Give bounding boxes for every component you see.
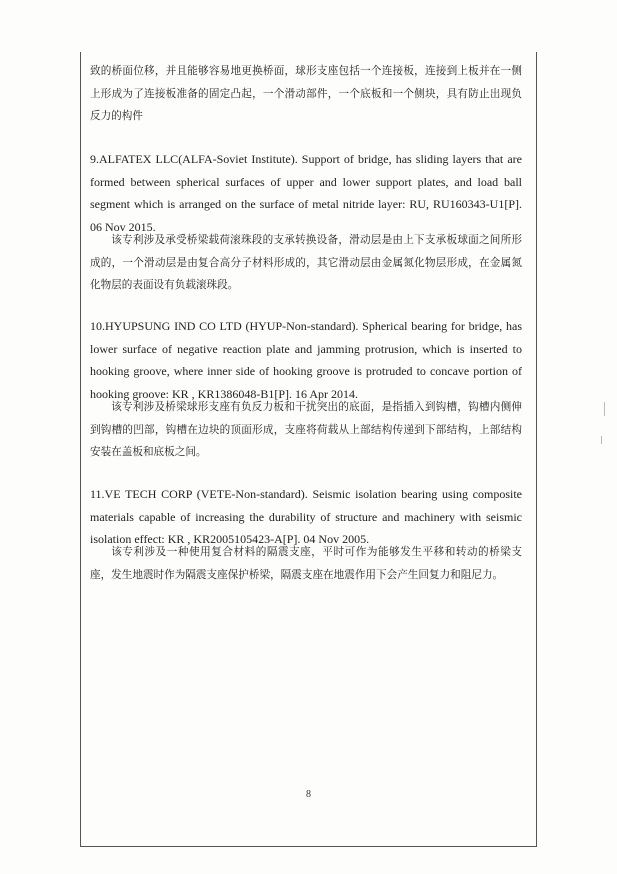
entry-11-english: 11.VE TECH CORP (VETE-Non-standard). Seismic isolation bearing using composite materials capable of increasing the durability of structure and machinery with seismic isolation effect: KR , KR2005105423-A[P]. 04 Nov 2005. — [90, 487, 522, 546]
entry-11-chinese: 该专利涉及一种使用复合材料的隔震支座，平时可作为能够发生平移和转动的桥梁支座，发生地震时作为隔震支座保护桥梁，隔震支座在地震作用下会产生回复力和阻尼力。 — [90, 546, 522, 581]
scan-artifact-mark — [601, 436, 602, 444]
entry-10-english: 10.HYUPSUNG IND CO LTD (HYUP-Non-standard). Spherical bearing for bridge, has lower surface of negative reaction plate and jamming protrusion, which is inserted to hooking groove, where inner side of hooking groove is protruded to concave portion of hooking groove: KR , KR1386048-B1[P]. 16 Apr 2014. — [90, 319, 522, 401]
scan-artifact-mark — [604, 402, 605, 416]
entry-9-chinese: 该专利涉及承受桥梁载荷滚珠段的支承转换设备，滑动层是由上下支承板球面之间所形成的，一个滑动层是由复合高分子材料形成的，其它滑动层由金属氮化物层形成，在金属氮化物层的表面设有负载滚珠段。 — [90, 234, 522, 291]
entry-9-english: 9.ALFATEX LLC(ALFA-Soviet Institute). Support of bridge, has sliding layers that are formed between spherical surfaces of upper and lower support plates, and load ball segment which is arranged on the surface of metal nitride layer: RU, RU160343-U1[P]. 06 Nov 2015. — [90, 152, 522, 234]
entry-10-chinese: 该专利涉及桥梁球形支座有负反力板和干扰突出的底面，是指插入到钩槽，钩槽内侧伸到钩槽的凹部，钩槽在边块的顶面形成，支座将荷载从上部结构传递到下部结构，上部结构安装在盖板和底板之间。 — [90, 401, 522, 458]
page-number: 8 — [306, 789, 311, 800]
continuation-paragraph: 致的桥面位移，并且能够容易地更换桥面，球形支座包括一个连接板，连接到上板并在一侧上形成为了连接板准备的固定凸起，一个滑动部件，一个底板和一个侧块，具有防止出现负反力的构件 — [90, 65, 522, 122]
